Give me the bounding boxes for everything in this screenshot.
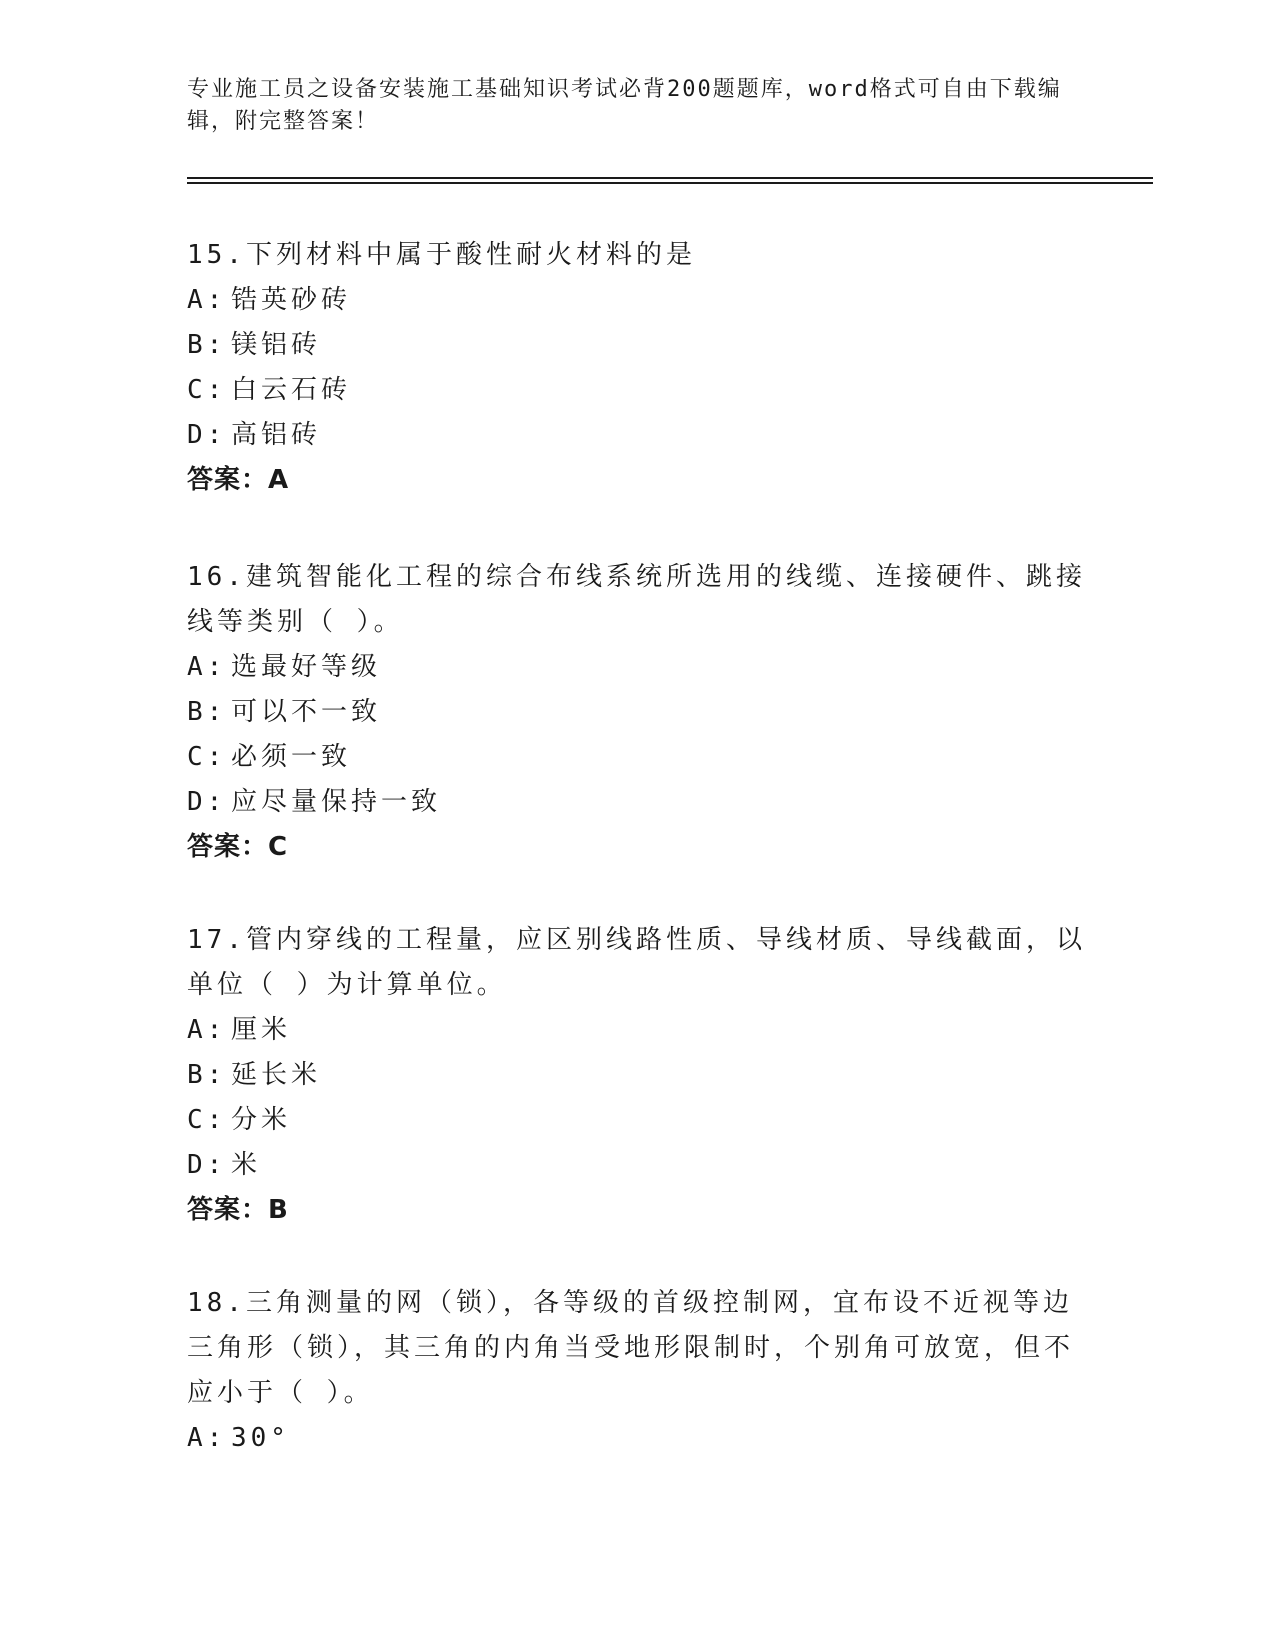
option-text: 必须一致 [231, 742, 352, 772]
question-16 [187, 555, 1087, 870]
question-stem: 16.建筑智能化工程的综合布线系统所选用的线缆、连接硬件、跳接线等类别（ ）。 [187, 562, 1086, 637]
question-17 [187, 918, 1087, 1233]
option-text: 高铝砖 [231, 420, 322, 450]
option-text: 延长米 [231, 1060, 322, 1090]
option-key: D: [187, 787, 227, 817]
option-b [187, 323, 1087, 368]
question-stem: 18.三角测量的网（锁），各等级的首级控制网，宜布设不近视等边三角形（锁），其三角的内角当受地形限制时，个别角可放宽，但不应小于（ ）。 [187, 1288, 1075, 1408]
option-d [187, 1143, 1087, 1188]
option-text: 锆英砂砖 [231, 285, 352, 315]
option-text: 分米 [231, 1105, 292, 1135]
option-b [187, 1053, 1087, 1098]
option-text: 厘米 [231, 1015, 292, 1045]
option-a [187, 278, 1087, 323]
option-key: A: [187, 652, 227, 682]
option-key: D: [187, 420, 227, 450]
answer-line: 答案：C [187, 832, 289, 862]
option-key: A: [187, 285, 227, 315]
option-key: C: [187, 742, 227, 772]
answer-line: 答案：A [187, 465, 290, 495]
option-text: 镁铝砖 [231, 330, 322, 360]
option-a [187, 1008, 1087, 1053]
option-c [187, 368, 1087, 413]
option-c [187, 1098, 1087, 1143]
option-text: 应尽量保持一致 [231, 787, 442, 817]
option-a [187, 1416, 1087, 1461]
document-header: 专业施工员之设备安装施工基础知识考试必背200题题库，word格式可自由下载编辑，附完整答案！ [187, 77, 1062, 134]
question-stem: 15.下列材料中属于酸性耐火材料的是 [187, 240, 696, 270]
option-text: 米 [231, 1150, 262, 1180]
option-text: 30° [231, 1423, 290, 1453]
answer-line: 答案：B [187, 1195, 289, 1225]
header-divider-top [187, 177, 1153, 179]
option-text: 选最好等级 [231, 652, 382, 682]
option-key: A: [187, 1015, 227, 1045]
option-key: B: [187, 330, 227, 360]
option-b [187, 690, 1087, 735]
option-d [187, 413, 1087, 458]
header-divider-bottom [187, 182, 1153, 184]
option-key: A: [187, 1423, 227, 1453]
question-15 [187, 233, 1087, 503]
option-a [187, 645, 1087, 690]
option-key: D: [187, 1150, 227, 1180]
option-key: C: [187, 375, 227, 405]
option-key: B: [187, 1060, 227, 1090]
option-key: B: [187, 697, 227, 727]
option-c [187, 735, 1087, 780]
option-key: C: [187, 1105, 227, 1135]
option-d [187, 780, 1087, 825]
option-text: 可以不一致 [231, 697, 382, 727]
question-18 [187, 1281, 1087, 1461]
question-stem: 17.管内穿线的工程量，应区别线路性质、导线材质、导线截面，以单位（ ）为计算单位。 [187, 925, 1086, 1000]
option-text: 白云石砖 [231, 375, 352, 405]
